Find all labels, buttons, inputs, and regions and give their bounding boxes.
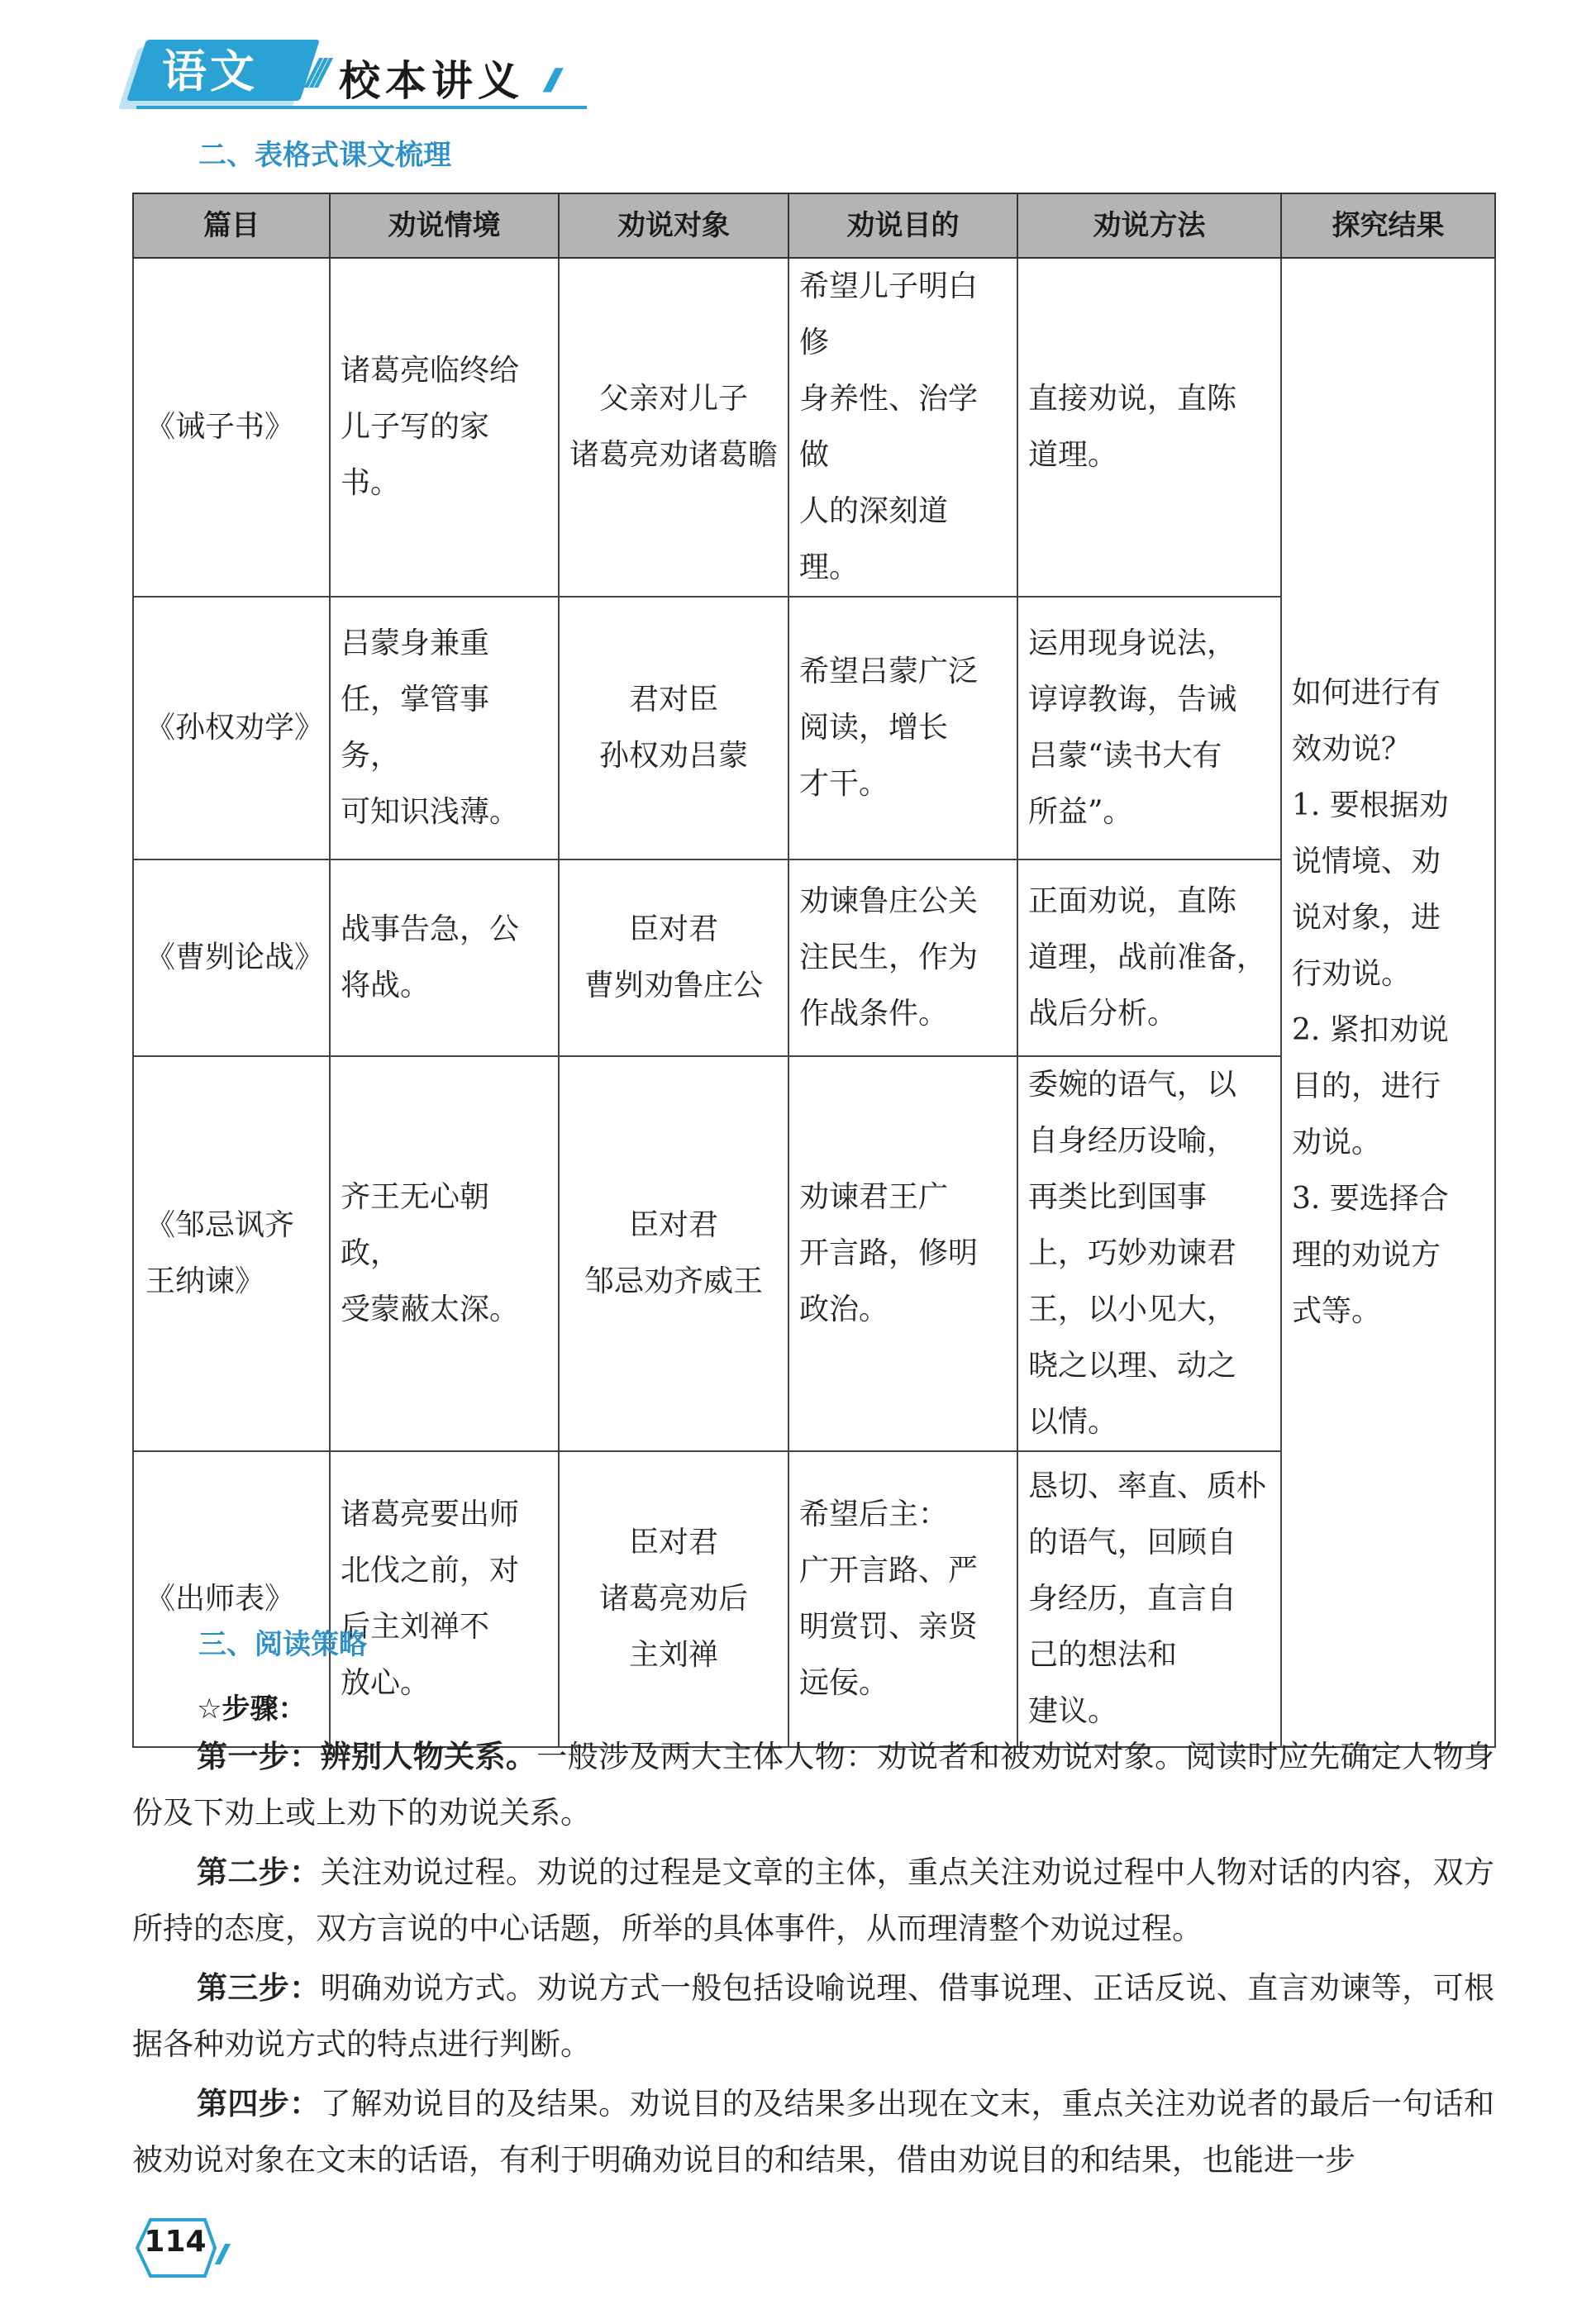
- text-line: 谆谆教诲，告诫: [1028, 683, 1237, 717]
- steps-label: ☆步骤：: [197, 1693, 307, 1726]
- cell-purpose: [788, 859, 1017, 1056]
- text-line: 目的，进行: [1292, 1069, 1441, 1103]
- text-line: 效劝说？: [1292, 732, 1412, 766]
- cell-title: 《孙权劝学》: [133, 597, 330, 859]
- page-header: [0, 0, 1596, 124]
- cell-title: 《诫子书》: [133, 258, 330, 597]
- text-line: 齐王无心朝政，: [341, 1180, 490, 1270]
- header-title: 校本讲义: [339, 57, 524, 105]
- text-line: 行劝说。: [1292, 957, 1412, 991]
- text-line: 恳切、率直、质朴: [1028, 1469, 1267, 1503]
- cell-situation: [330, 1451, 559, 1747]
- text-line: 道理。: [1028, 438, 1118, 472]
- text-line: 作战条件。: [799, 997, 949, 1031]
- cell-target: [559, 1451, 788, 1747]
- text-line: 诸葛亮要出师: [341, 1497, 520, 1531]
- text-line: 君对臣: [628, 683, 718, 717]
- text-line: 主刘禅: [628, 1638, 718, 1672]
- text-line: 《邹忌讽齐: [145, 1208, 295, 1242]
- text-line: 以情。: [1028, 1405, 1118, 1439]
- text-line: 臣对君: [628, 1526, 718, 1559]
- footer-slash-decor: ///: [217, 2240, 222, 2269]
- section-title-table: 二、表格式课文梳理: [198, 139, 451, 172]
- cell-method: [1017, 258, 1281, 597]
- cell-situation: [330, 258, 559, 597]
- text-line: 吕蒙身兼重: [341, 626, 490, 660]
- cell-target: [559, 859, 788, 1056]
- cell-situation: [330, 859, 559, 1056]
- text-line: 广开言路、严: [799, 1554, 979, 1588]
- text-line: 上，巧妙劝谏君: [1028, 1236, 1237, 1270]
- header-cell-purpose: 劝说目的: [788, 193, 1017, 258]
- text-line: 战后分析。: [1028, 997, 1178, 1031]
- cell-target: [559, 258, 788, 597]
- cell-title: [133, 1056, 330, 1451]
- header-slash-decor: ///: [307, 51, 323, 93]
- text-line: 邹忌劝齐威王: [584, 1264, 763, 1298]
- text-line: 王，以小见大，: [1028, 1293, 1237, 1326]
- text-line: 吕蒙“读书大有: [1028, 739, 1222, 773]
- step-text: 一般涉及两大主体人物：劝说者和被劝说对象。阅读时应先确定人物身份及下劝上或上劝下的劝说关系。: [132, 1739, 1495, 1831]
- text-line: 身养性、治学做: [799, 382, 979, 472]
- text-line: 如何进行有: [1292, 676, 1441, 710]
- cell-result: [1281, 258, 1495, 1747]
- text-line: 直接劝说，直陈: [1028, 382, 1237, 416]
- text-line: 儿子写的家书。: [341, 410, 490, 500]
- text-line: 诸葛亮劝后: [598, 1582, 748, 1616]
- step-label: 第二步：: [197, 1855, 321, 1890]
- text-line: 正面劝说，直陈: [1028, 884, 1237, 918]
- cell-target: [559, 1056, 788, 1451]
- step-label: 第三步：: [197, 1970, 321, 2006]
- page-number: 114: [144, 2225, 207, 2259]
- text-line: 诸葛亮劝诸葛瞻: [569, 438, 779, 472]
- text-line: 劝谏君王广: [799, 1180, 949, 1214]
- step-paragraph-3: [132, 1960, 1494, 2073]
- text-line: 1. 要根据劝: [1292, 788, 1449, 822]
- cell-title: 《出师表》: [133, 1451, 330, 1747]
- cell-purpose: [788, 258, 1017, 597]
- text-line: 说情境、劝: [1292, 845, 1441, 878]
- step-text: 关注劝说过程。劝说的过程是文章的主体，重点关注劝说过程中人物对话的内容，双方所持的态度，双方言说的中心话题，所举的具体事件，从而理清整个劝说过程。: [132, 1855, 1494, 1946]
- step-paragraph-1: [132, 1729, 1494, 1841]
- step-label: 第一步：: [197, 1739, 321, 1774]
- text-line: 自身经历设喻，: [1028, 1124, 1237, 1158]
- header-cell-target: 劝说对象: [559, 193, 788, 258]
- cell-situation: [330, 597, 559, 859]
- cell-title: 《曹刿论战》: [133, 859, 330, 1056]
- step-text: 了解劝说目的及结果。劝说目的及结果多出现在文末，重点关注劝说者的最后一句话和被劝说对象在文末的话语，有利于明确劝说目的和结果，借由劝说目的和结果，也能进一步: [132, 2086, 1494, 2178]
- cell-method: [1017, 1451, 1281, 1747]
- text-line: 臣对君: [628, 1208, 718, 1242]
- header-underline: [136, 106, 587, 109]
- step-label: 第四步：: [197, 2086, 321, 2121]
- text-line: 3. 要选择合: [1292, 1182, 1449, 1216]
- text-line: 劝谏鲁庄公关: [799, 884, 979, 918]
- text-line: 开言路，修明: [799, 1236, 979, 1270]
- text-line: 晓之以理、动之: [1028, 1349, 1237, 1383]
- lesson-table: [132, 193, 1496, 1748]
- text-line: 己的想法和: [1028, 1638, 1178, 1672]
- text-line: 臣对君: [628, 912, 718, 946]
- text-line: 明赏罚、亲贤: [799, 1610, 979, 1644]
- header-slash-decor-right: ///: [545, 63, 554, 97]
- text-line: 理的劝说方: [1292, 1238, 1441, 1272]
- text-line: 2. 紧扣劝说: [1292, 1013, 1449, 1047]
- text-line: 的语气，回顾自: [1028, 1526, 1237, 1559]
- cell-purpose: [788, 1451, 1017, 1747]
- text-line: 注民生，作为: [799, 940, 979, 974]
- header-cell-situation: 劝说情境: [330, 193, 559, 258]
- text-line: 政治。: [799, 1293, 889, 1326]
- text-line: 王纳谏》: [145, 1264, 265, 1298]
- text-line: 曹刿劝鲁庄公: [584, 969, 763, 1002]
- cell-purpose: [788, 1056, 1017, 1451]
- text-line: 运用现身说法，: [1028, 626, 1237, 660]
- text-line: 所益”。: [1028, 795, 1133, 829]
- header-cell-method: 劝说方法: [1017, 193, 1281, 258]
- table-header-row: [133, 193, 1495, 258]
- header-cell-title: 篇目: [133, 193, 330, 258]
- text-line: 任，掌管事务，: [341, 683, 490, 773]
- text-line: 再类比到国事: [1028, 1180, 1208, 1214]
- text-line: 北伐之前，对: [341, 1554, 520, 1588]
- text-line: 希望吕蒙广泛: [799, 655, 979, 688]
- cell-method: [1017, 859, 1281, 1056]
- text-line: 远佞。: [799, 1666, 889, 1700]
- text-line: 放心。: [341, 1666, 431, 1700]
- text-line: 后主刘禅不: [341, 1610, 490, 1644]
- text-line: 孙权劝吕蒙: [598, 739, 748, 773]
- cell-method: [1017, 597, 1281, 859]
- text-line: 战事告急，公: [341, 912, 520, 946]
- section-title-strategy: 三、阅读策略: [198, 1628, 367, 1661]
- text-line: 可知识浅薄。: [341, 795, 520, 829]
- step-paragraph-4: [132, 2076, 1494, 2188]
- text-line: 委婉的语气，以: [1028, 1068, 1237, 1102]
- text-line: 将战。: [341, 969, 431, 1002]
- step-text: 明确劝说方式。劝说方式一般包括设喻说理、借事说理、正话反说、直言劝谏等，可根据各种劝说方式的特点进行判断。: [132, 1970, 1494, 2062]
- cell-method: [1017, 1056, 1281, 1451]
- cell-target: [559, 597, 788, 859]
- text-line: 阅读，增长: [799, 711, 949, 745]
- text-line: 劝说。: [1292, 1126, 1382, 1159]
- cell-situation: [330, 1056, 559, 1451]
- header-subject: 语文: [162, 45, 258, 98]
- text-line: 人的深刻道理。: [799, 494, 949, 584]
- table-row: [133, 258, 1495, 597]
- text-line: 道理，战前准备，: [1028, 940, 1267, 974]
- text-line: 希望儿子明白修: [799, 269, 979, 359]
- text-line: 式等。: [1292, 1294, 1382, 1328]
- text-line: 说对象，进: [1292, 901, 1441, 935]
- text-line: 诸葛亮临终给: [341, 354, 520, 388]
- text-line: 才干。: [799, 767, 889, 801]
- cell-purpose: [788, 597, 1017, 859]
- header-cell-result: 探究结果: [1281, 193, 1495, 258]
- step-key: 辨别人物关系。: [320, 1739, 537, 1774]
- text-line: 希望后主：: [799, 1497, 949, 1531]
- text-line: 身经历，直言自: [1028, 1582, 1237, 1616]
- text-line: 建议。: [1028, 1694, 1118, 1728]
- step-paragraph-2: [132, 1845, 1494, 1957]
- text-line: 受蒙蔽太深。: [341, 1293, 520, 1326]
- text-line: 父亲对儿子: [598, 382, 748, 416]
